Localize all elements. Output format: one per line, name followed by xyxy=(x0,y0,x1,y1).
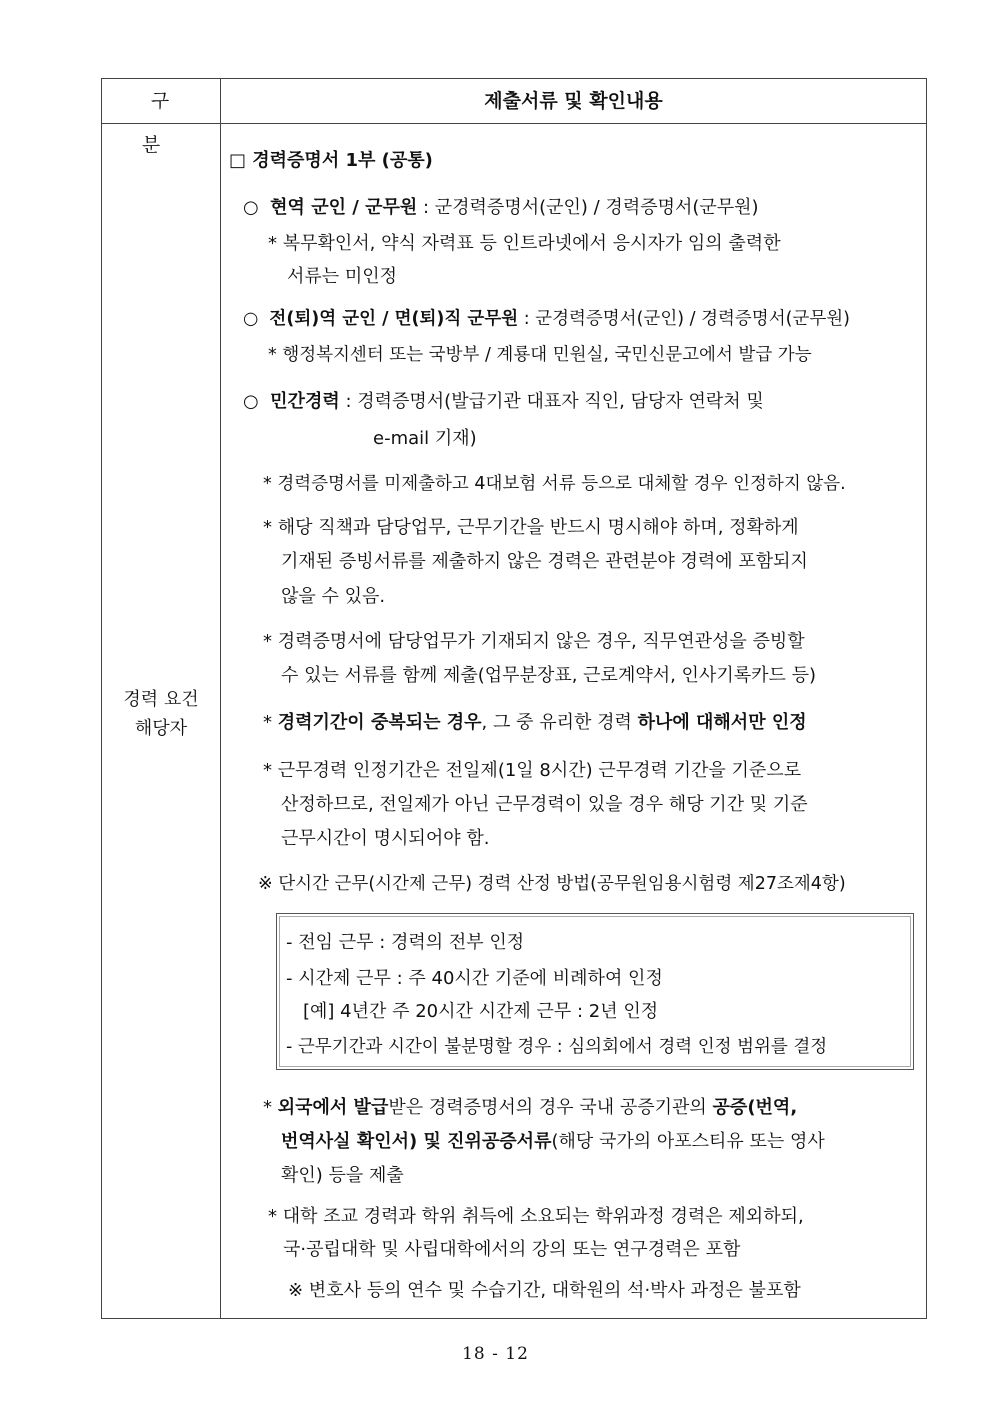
bullet: ○ xyxy=(243,309,259,329)
item-active xyxy=(243,196,759,220)
note-4-bold2: 하나에 대해서만 인정 xyxy=(637,712,807,733)
column-divider xyxy=(220,79,221,1318)
note-1: * 경력증명서를 미제출하고 4대보험 서류 등으로 대체할 경우 인정하지 않음. xyxy=(263,474,846,494)
item-active-desc: : 군경력증명서(군인) / 경력증명서(군무원) xyxy=(417,197,759,218)
foreign-bold2: 공증(번역, xyxy=(712,1097,798,1118)
item-active-title: 현역 군인 / 군무원 xyxy=(270,197,418,218)
box-line3: [예] 4년간 주 20시간 시간제 근무 : 2년 인정 xyxy=(303,1001,659,1022)
box-line4: - 근무기간과 시간이 불분명할 경우 : 심의회에서 경력 인정 범위를 결정 xyxy=(286,1037,828,1057)
note-4 xyxy=(263,711,807,735)
foreign-bold1: 외국에서 발급 xyxy=(277,1097,389,1118)
category-cell xyxy=(102,685,220,743)
foreign-rest2: (해당 국가의 아포스티유 또는 영사 xyxy=(551,1131,825,1152)
univ-reference: ※ 변호사 등의 연수 및 수습기간, 대학원의 석·박사 과정은 불포함 xyxy=(288,1280,801,1301)
box-line2: - 시간제 근무 : 주 40시간 기준에 비례하여 인정 xyxy=(286,968,663,989)
note-2c: 않을 수 있음. xyxy=(281,586,386,607)
item-active-note1: * 복무확인서, 약식 자력표 등 인트라넷에서 응시자가 임의 출력한 xyxy=(268,233,781,254)
foreign-star: * xyxy=(263,1097,278,1118)
note-5b: 산정하므로, 전일제가 아닌 근무경력이 있을 경우 해당 기간 및 기준 xyxy=(281,794,808,815)
item-civil xyxy=(243,390,764,414)
reference-part-time: ※ 단시간 근무(시간제 근무) 경력 산정 방법(공무원임용시험령 제27조제4항) xyxy=(258,874,846,894)
item-civil-title: 민간경력 xyxy=(270,391,340,412)
item-civil-desc2: e-mail 기재) xyxy=(373,428,477,449)
foreign-rest1: 받은 경력증명서의 경우 국내 공증기관의 xyxy=(388,1097,713,1118)
item-former xyxy=(243,307,850,331)
univ-line2: 국·공립대학 및 사립대학에서의 강의 또는 연구경력은 포함 xyxy=(283,1239,741,1260)
bullet: ○ xyxy=(243,197,259,218)
foreign-line1 xyxy=(263,1096,797,1120)
foreign-line3: 확인) 등을 제출 xyxy=(281,1165,404,1186)
box-line1: - 전임 근무 : 경력의 전부 인정 xyxy=(286,932,525,953)
table-header xyxy=(102,79,926,156)
bullet: ○ xyxy=(243,391,259,412)
page-number: 18 - 12 xyxy=(462,1344,529,1364)
foreign-line2 xyxy=(281,1130,825,1154)
univ-line1: * 대학 조교 경력과 학위 취득에 소요되는 학위과정 경력은 제외하되, xyxy=(268,1206,804,1227)
note-4-bold1: 경력기간이 중복되는 경우 xyxy=(277,712,482,733)
section-title: □ 경력증명서 1부 (공통) xyxy=(229,150,433,171)
note-2b: 기재된 증빙서류를 제출하지 않은 경력은 관련분야 경력에 포함되지 xyxy=(281,551,808,572)
note-5c: 근무시간이 명시되어야 함. xyxy=(281,828,490,849)
note-5a: * 근무경력 인정기간은 전일제(1일 8시간) 근무경력 기간을 기준으로 xyxy=(263,760,802,781)
header-category: 구 분 xyxy=(141,90,190,156)
foreign-bold3: 번역사실 확인서) 및 진위공증서류 xyxy=(281,1131,552,1152)
header-documents: 제출서류 및 확인내용 xyxy=(484,90,663,112)
item-active-note2: 서류는 미인정 xyxy=(287,266,398,287)
note-4-mid: , 그 중 유리한 경력 xyxy=(481,712,638,733)
note-4-star: * xyxy=(263,712,278,733)
item-former-title: 전(퇴)역 군인 / 면(퇴)직 군무원 xyxy=(269,309,519,329)
item-former-desc: : 군경력증명서(군인) / 경력증명서(군무원) xyxy=(518,309,850,329)
note-3b: 수 있는 서류를 함께 제출(업무분장표, 근로계약서, 인사기록카드 등) xyxy=(281,665,817,686)
item-former-note: * 행정복지센터 또는 국방부 / 계룡대 민원실, 국민신문고에서 발급 가능 xyxy=(268,345,812,365)
category-line1: 경력 요건 xyxy=(123,689,199,710)
note-3a: * 경력증명서에 담당업무가 기재되지 않은 경우, 직무연관성을 증빙할 xyxy=(263,631,805,652)
item-civil-desc: : 경력증명서(발급기관 대표자 직인, 담당자 연락처 및 xyxy=(339,391,764,412)
note-2a: * 해당 직책과 담당업무, 근무기간을 반드시 명시해야 하며, 정확하게 xyxy=(263,517,799,538)
category-line2: 해당자 xyxy=(134,718,188,739)
